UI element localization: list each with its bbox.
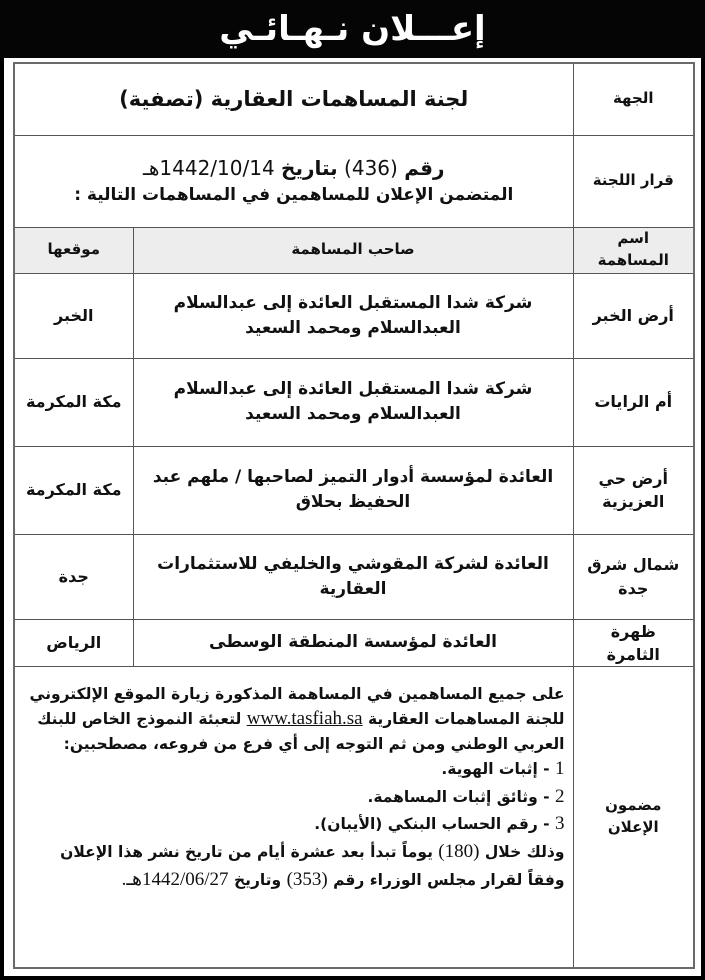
decision-prefix: رقم — [404, 156, 445, 181]
announcement-table — [13, 62, 695, 969]
intro-text-b: لتعبئة النموذج الخاص للبنك العربي الوطني ومن ثم التوجه إلى أي فرع من فروعه، مصطحبين: — [37, 710, 565, 753]
row-name: شمال شرق جدة — [573, 534, 694, 619]
requirement-item — [23, 810, 565, 838]
decision-number-line — [23, 154, 565, 183]
decision-number: (436) — [344, 156, 398, 181]
requirement-item — [23, 783, 565, 811]
intro-text-a: على جميع المساهمين في المساهمة المذكورة زيارة الموقع الإلكتروني للجنة المساهمات العقارية — [29, 684, 565, 729]
row-owner: العائدة لمؤسسة أدوار التميز لصاحبها / ملهم عبد الحفيظ بحلاق — [133, 446, 573, 534]
row-location: الرياض — [14, 619, 133, 666]
banner-title: إعـــلان نـهـائـي — [219, 9, 486, 49]
decision-label: قرار اللجنة — [573, 135, 694, 227]
content-row — [14, 666, 694, 968]
days-count: (180) — [438, 841, 480, 862]
announcement-frame — [4, 58, 701, 976]
header-owner: صاحب المساهمة — [133, 227, 573, 273]
entity-row — [14, 63, 694, 135]
header-name: اسم المساهمة — [573, 227, 694, 273]
content-body — [14, 666, 573, 968]
resolution-date: 1442/06/27هـ. — [121, 868, 229, 890]
item-number: 3 — [555, 813, 565, 835]
table-row — [14, 358, 694, 446]
row-owner: العائدة لمؤسسة المنطقة الوسطى — [133, 619, 573, 666]
resolution-number: (353) — [286, 868, 328, 890]
row-owner: شركة شدا المستقبل العائدة إلى عبدالسلام العبدالسلام ومحمد السعيد — [133, 358, 573, 446]
row-name: ظهرة الثامرة — [573, 619, 694, 666]
row-name: أم الرايات — [573, 358, 694, 446]
entity-value: لجنة المساهمات العقارية (تصفية) — [14, 63, 573, 135]
row-location: الخبر — [14, 273, 133, 358]
row-name: أرض حي العزيزية — [573, 446, 694, 534]
table-row — [14, 619, 694, 666]
closing-text-b: يوماً تبدأ بعد عشرة أيام من تاريخ نشر هذا الإعلان وفقاً لقرار مجلس الوزراء رقم — [60, 843, 565, 889]
content-closing — [23, 838, 565, 893]
item-text: - إثبات الهوية. — [441, 760, 550, 779]
item-text: - وثائق إثبات المساهمة. — [367, 787, 550, 806]
content-label: مضمون الإعلان — [573, 666, 694, 968]
table-header-row — [14, 227, 694, 273]
content-intro — [23, 683, 565, 755]
row-owner: شركة شدا المستقبل العائدة إلى عبدالسلام العبدالسلام ومحمد السعيد — [133, 273, 573, 358]
row-location: مكة المكرمة — [14, 446, 133, 534]
table-row — [14, 534, 694, 619]
table-row — [14, 446, 694, 534]
decision-value — [14, 135, 573, 227]
row-location: مكة المكرمة — [14, 358, 133, 446]
row-name: أرض الخبر — [573, 273, 694, 358]
requirement-item — [23, 755, 565, 783]
decision-date-prefix: بتاريخ — [281, 156, 338, 181]
closing-text-c: وتاريخ — [233, 870, 282, 889]
header-location: موقعها — [14, 227, 133, 273]
item-number: 1 — [555, 758, 565, 780]
entity-label: الجهة — [573, 63, 694, 135]
announcement-banner — [0, 0, 705, 58]
website-link[interactable]: www.tasfiah.sa — [246, 708, 363, 730]
decision-row — [14, 135, 694, 227]
item-number: 2 — [555, 785, 565, 807]
table-row — [14, 273, 694, 358]
row-location: جدة — [14, 534, 133, 619]
item-text: - رقم الحساب البنكي (الأيبان). — [314, 815, 550, 834]
decision-date: 1442/10/14هـ — [143, 156, 275, 181]
decision-description: المتضمن الإعلان للمساهمين في المساهمات التالية : — [74, 185, 514, 206]
closing-text-a: وذلك خلال — [484, 843, 565, 861]
row-owner: العائدة لشركة المقوشي والخليفي للاستثمارات العقارية — [133, 534, 573, 619]
